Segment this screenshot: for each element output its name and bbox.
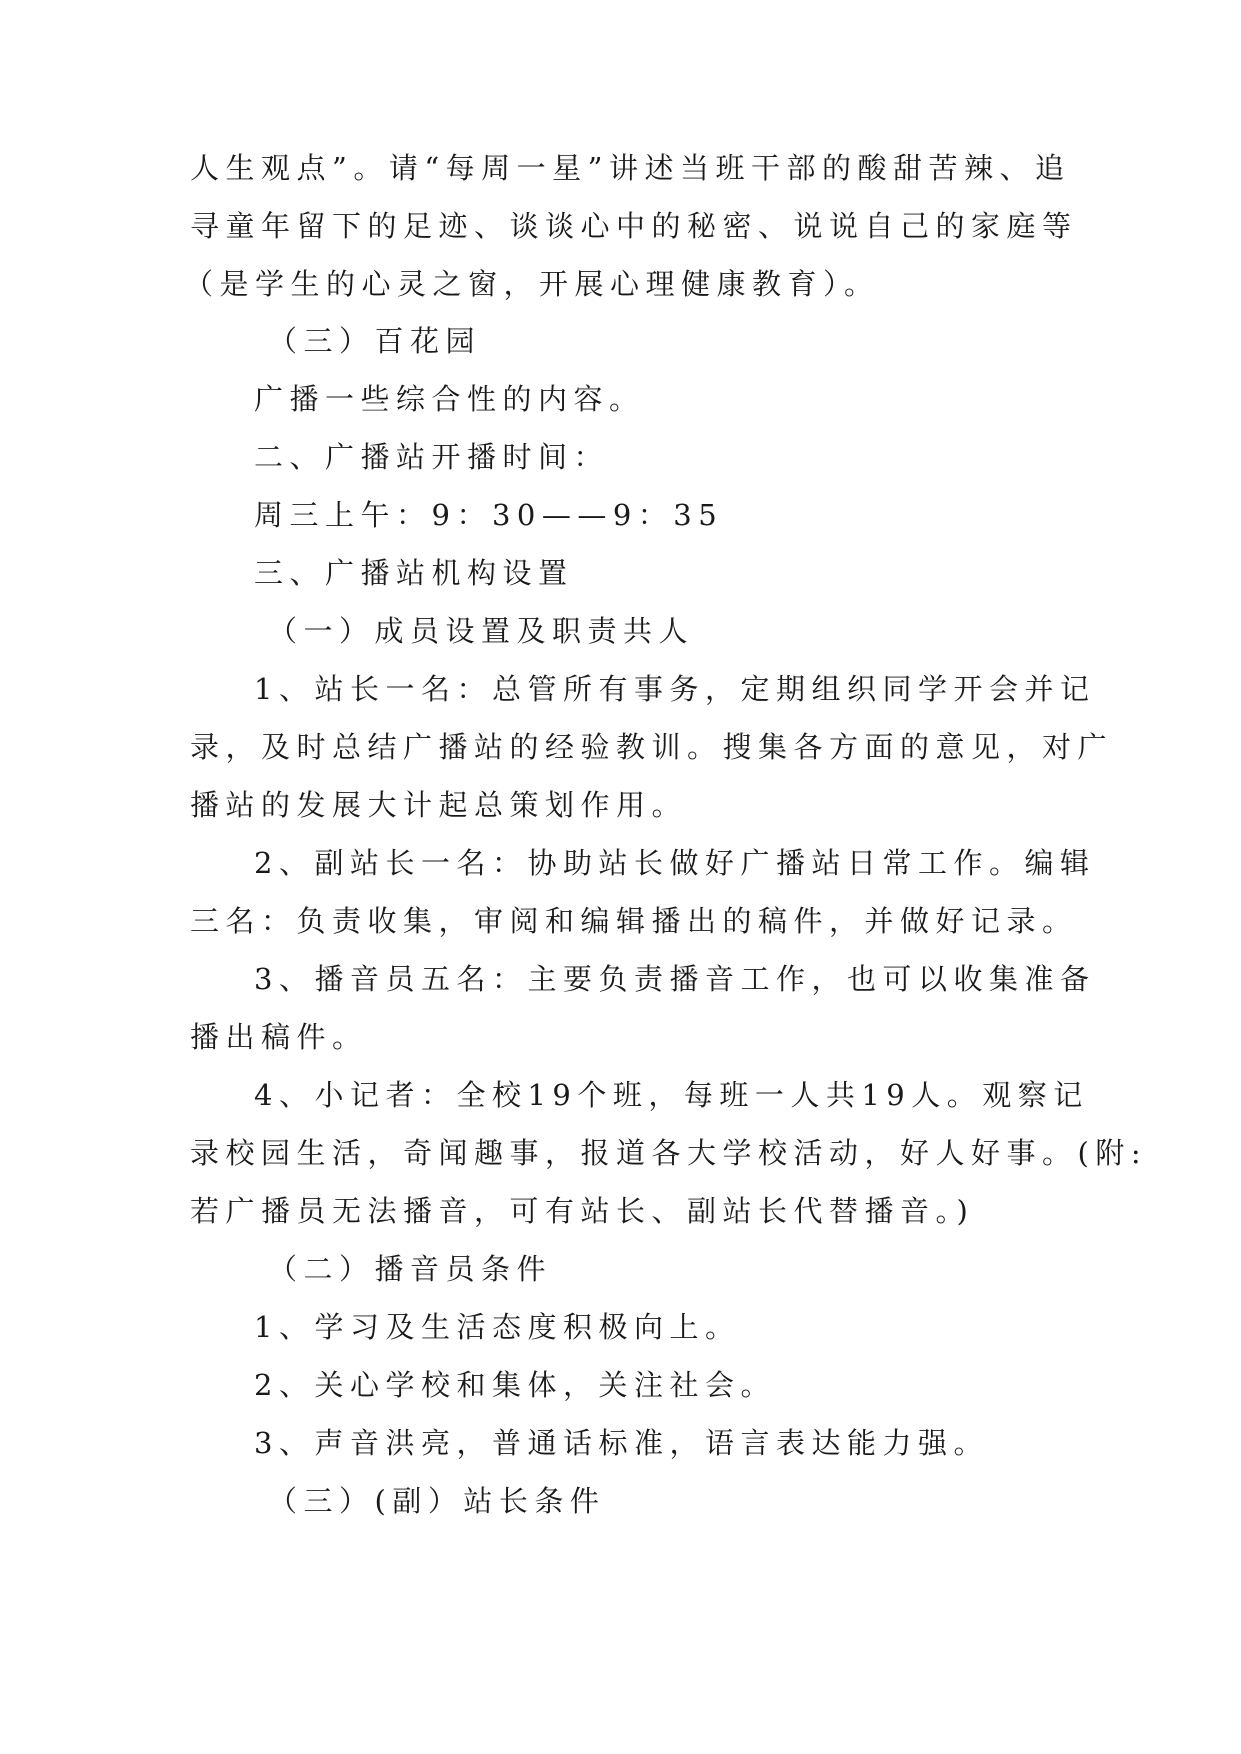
- text-line-5: 广播一些综合性的内容。: [254, 382, 645, 416]
- text-line-17: 4、小记者：全校19个班，每班一人共19人。观察记: [254, 1078, 1089, 1112]
- section-heading-organization: 三、广播站机构设置: [254, 556, 574, 590]
- text-line-11: 录，及时总结广播站的经验教训。搜集各方面的意见，对广: [190, 730, 1114, 764]
- text-line-14: 三名：负责收集，审阅和编辑播出的稿件，并做好记录。: [190, 904, 1078, 938]
- text-line-13: 2、副站长一名：协助站长做好广播站日常工作。编辑: [254, 846, 1096, 880]
- text-line-2: 寻童年留下的足迹、谈谈心中的秘密、说说自己的家庭等: [190, 209, 1078, 243]
- text-line-10: 1、站长一名：总管所有事务，定期组织同学开会并记: [254, 672, 1096, 706]
- section-heading-director-conditions: （三）(副）站长条件: [268, 1484, 606, 1518]
- text-line-1: 人生观点”。请“每周一星”讲述当班干部的酸甜苦辣、追: [190, 151, 1071, 185]
- text-line-18: 录校园生活，奇闻趣事，报道各大学校活动，好人好事。(附:: [190, 1136, 1148, 1170]
- section-heading-broadcast-time: 二、广播站开播时间：: [254, 440, 610, 474]
- section-heading-members: （一）成员设置及职责共人: [268, 614, 695, 648]
- text-line-22: 2、关心学校和集体，关注社会。: [254, 1368, 776, 1402]
- text-line-21: 1、学习及生活态度积极向上。: [254, 1310, 741, 1344]
- text-line-15: 3、播音员五名：主要负责播音工作，也可以收集准备: [254, 962, 1096, 996]
- text-line-23: 3、声音洪亮，普通话标准，语言表达能力强。: [254, 1426, 989, 1460]
- text-line-19: 若广播员无法播音，可有站长、副站长代替播音。): [190, 1194, 975, 1228]
- text-line-3: （是学生的心灵之窗，开展心理健康教育）。: [184, 267, 880, 301]
- text-line-16: 播出稿件。: [190, 1020, 368, 1054]
- section-heading-announcer-conditions: （二）播音员条件: [268, 1252, 553, 1286]
- text-line-schedule: 周三上午：9：30——9：35: [254, 498, 724, 532]
- text-line-12: 播站的发展大计起总策划作用。: [190, 788, 688, 822]
- section-heading-baihuayuan: （三）百花园: [268, 324, 482, 358]
